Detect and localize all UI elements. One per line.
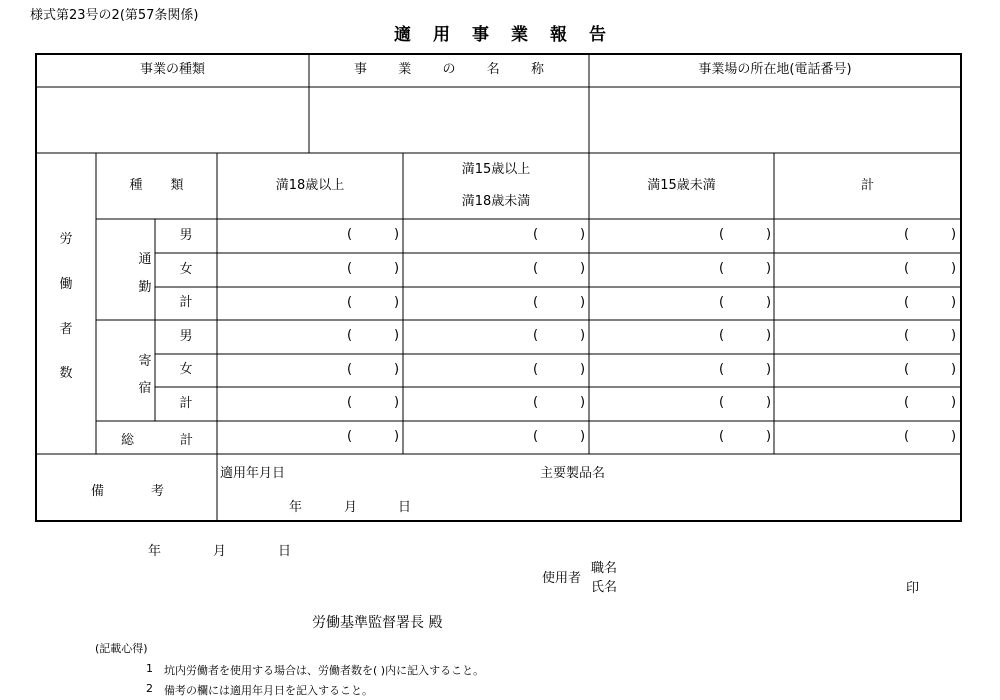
name-label: 氏名 [591, 580, 618, 595]
paren-open: ( [533, 428, 539, 444]
form-reference: 様式第23号の2(第57条関係) [30, 8, 199, 23]
paren-open: ( [719, 294, 725, 310]
paren-open: ( [347, 294, 353, 310]
paren-close: ) [951, 227, 957, 242]
title-char: 業 [511, 25, 528, 45]
age-column-label: 満18歳以上 [275, 177, 345, 193]
paren-close: ) [766, 328, 772, 343]
paren-close: ) [394, 428, 400, 444]
paren-close: ) [394, 227, 400, 242]
paren-open: ( [904, 395, 910, 410]
applied-date-month: 月 [344, 500, 358, 515]
row-label: 女 [179, 362, 193, 378]
paren-close: ) [580, 227, 586, 242]
paren-close: ) [766, 261, 772, 276]
paren-close: ) [951, 361, 957, 377]
workers-label-char: 者 [59, 322, 73, 337]
row-label: 計 [179, 295, 193, 311]
paren-close: ) [580, 328, 586, 343]
row-label: 女 [179, 261, 193, 277]
row-label: 男 [179, 227, 193, 243]
paren-open: ( [904, 428, 910, 444]
position-label: 職名 [591, 561, 618, 576]
paren-open: ( [533, 395, 539, 410]
paren-open: ( [533, 328, 539, 343]
note-number: 1 [146, 662, 153, 675]
paren-close: ) [394, 328, 400, 343]
paren-close: ) [951, 261, 957, 276]
paren-close: ) [580, 294, 586, 310]
commute-label-char: 通 [138, 252, 152, 267]
age-column-header [589, 153, 774, 219]
applied-date-day: 日 [398, 500, 412, 515]
submit-date-year: 年 [148, 544, 162, 559]
paren-open: ( [533, 261, 539, 276]
addressee: 労働基準監督署長 殿 [312, 615, 443, 631]
submit-date-day: 日 [278, 544, 292, 559]
note-number: 2 [146, 682, 153, 695]
main-products-label: 主要製品名 [540, 466, 606, 481]
dorm-label-char: 寄 [138, 354, 152, 369]
row-label: 男 [179, 328, 193, 344]
age-column-header [774, 153, 961, 219]
paren-open: ( [533, 361, 539, 377]
grand-total-char: 計 [180, 433, 194, 448]
paren-open: ( [347, 227, 353, 242]
paren-close: ) [580, 361, 586, 377]
paren-open: ( [904, 227, 910, 242]
paren-open: ( [719, 428, 725, 444]
category-header [96, 153, 217, 219]
location-field[interactable] [590, 88, 960, 152]
paren-close: ) [951, 328, 957, 343]
paren-close: ) [580, 395, 586, 410]
applied-date-year: 年 [289, 500, 303, 515]
title-char: 事 [472, 25, 489, 45]
paren-close: ) [394, 395, 400, 410]
paren-close: ) [951, 294, 957, 310]
age-column-label: 満15歳以上 [461, 162, 531, 177]
paren-close: ) [394, 294, 400, 310]
header-business-type: 事業の種類 [139, 62, 205, 78]
remarks-char: 備 [91, 484, 105, 499]
paren-close: ) [766, 428, 772, 444]
workers-label-char: 数 [59, 366, 73, 381]
paren-close: ) [580, 261, 586, 276]
paren-open: ( [719, 328, 725, 343]
paren-open: ( [347, 428, 353, 444]
age-column-label: 満18歳未満 [461, 194, 531, 209]
header-location: 事業場の所在地(電話番号) [698, 62, 852, 78]
grand-total-char: 総 [121, 433, 135, 448]
business-name-field[interactable] [310, 88, 588, 152]
paren-open: ( [719, 227, 725, 242]
paren-close: ) [951, 428, 957, 444]
paren-open: ( [347, 261, 353, 276]
remarks-char: 考 [151, 484, 165, 499]
age-column-label: 満15歳未満 [647, 177, 716, 193]
paren-open: ( [347, 395, 353, 410]
paren-close: ) [766, 395, 772, 410]
paren-open: ( [719, 261, 725, 276]
title-char: 用 [433, 25, 450, 45]
note-text: 備考の欄には適用年月日を記入すること。 [164, 684, 373, 697]
paren-open: ( [904, 328, 910, 343]
category-char: 種 [129, 177, 143, 193]
header-char: の [442, 62, 456, 78]
age-column-header [403, 153, 589, 219]
age-column-label: 計 [860, 177, 874, 193]
paren-close: ) [766, 294, 772, 310]
paren-open: ( [719, 395, 725, 410]
dorm-label-char: 宿 [138, 381, 152, 396]
workers-label-char: 労 [59, 232, 73, 247]
paren-close: ) [394, 361, 400, 377]
header-char: 称 [530, 62, 544, 78]
title-char: 適 [394, 25, 411, 45]
title-char: 報 [550, 25, 567, 45]
paren-open: ( [904, 261, 910, 276]
paren-open: ( [719, 361, 725, 377]
paren-open: ( [533, 294, 539, 310]
paren-open: ( [347, 328, 353, 343]
notes-heading: (記載心得) [95, 642, 148, 655]
employer-label: 使用者 [542, 571, 582, 586]
paren-close: ) [766, 227, 772, 242]
row-label: 計 [179, 395, 193, 411]
paren-open: ( [347, 361, 353, 377]
seal-label: 印 [906, 581, 920, 596]
paren-close: ) [951, 395, 957, 410]
note-text: 坑内労働者を使用する場合は、労働者数を( )内に記入すること。 [164, 664, 485, 677]
header-business-name [309, 54, 589, 87]
submit-date-month: 月 [213, 544, 227, 559]
paren-close: ) [766, 361, 772, 377]
applied-date-label: 適用年月日 [220, 466, 286, 481]
paren-open: ( [904, 361, 910, 377]
paren-open: ( [904, 294, 910, 310]
business-type-field[interactable] [37, 88, 308, 152]
commute-label-char: 勤 [138, 280, 152, 295]
header-char: 業 [398, 62, 412, 78]
header-char: 事 [354, 62, 368, 78]
header-char: 名 [486, 62, 500, 78]
paren-open: ( [533, 227, 539, 242]
category-char: 類 [170, 177, 184, 193]
paren-close: ) [580, 428, 586, 444]
paren-close: ) [394, 261, 400, 276]
workers-label-char: 働 [59, 277, 73, 292]
title-char: 告 [589, 25, 606, 45]
age-column-header [217, 153, 403, 219]
